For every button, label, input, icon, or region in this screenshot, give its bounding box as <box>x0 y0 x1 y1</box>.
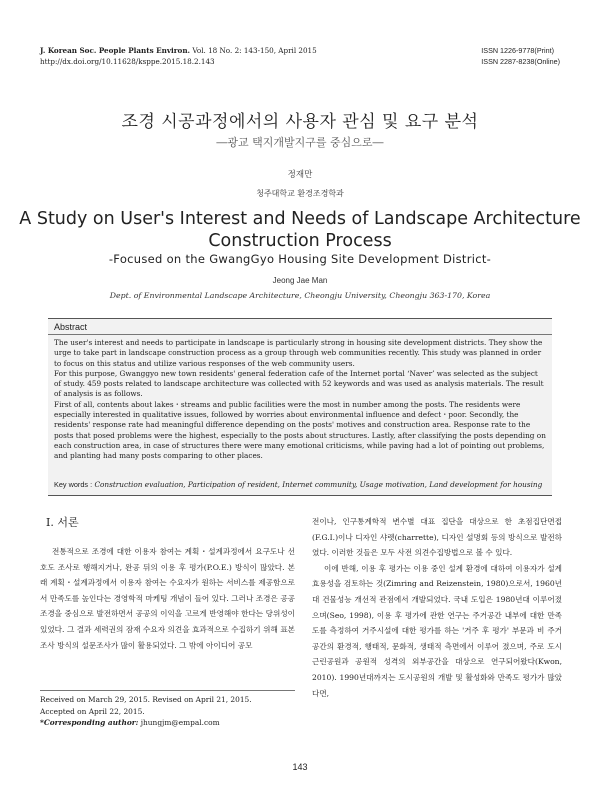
english-title-line1: A Study on User's Interest and Needs of Landscape Architecture <box>19 209 581 229</box>
body-paragraph: 전통적으로 조경에 대한 이용자 참여는 계획・설계과정에서 요구도나 선호도 조사로 행해지거나, 완공 뒤의 이용 후 평가(P.O.E.) 방식이 많았다. 본래 계획・설계과정에서 이용자 참여는 수요자가 원하는 서비스를 제공함으로서 만족도를 높인다는 경영학적 마케팅 개념이 들어 있다. 그러나 조경은 공공조경을 중심으로 발전하면서 공공의 이익을 고르게 반영해야 한다는 당위성이 있었다. 그 결과 세력권의 잠재 수요자 의견을 효과적으로 수집하기 위해 표본조사 방식의 설문조사가 많이 활용되었다. 그 밖에 아이디어 공모 <box>40 547 295 650</box>
page-number: 143 <box>292 762 308 772</box>
received-date: Received on March 29, 2015. Revised on April 21, 2015. <box>40 695 252 704</box>
abstract-body <box>54 338 546 462</box>
abstract-divider <box>48 334 552 335</box>
body-paragraph: 전이나, 인구통계학적 변수별 대표 집단을 대상으로 한 초점집단면접(F.G.I.)이나 디자인 샤렛(charrette), 디자인 설명회 등의 방식으로 발전하였다. 이러한 것들은 모두 사전 의견수집방법으로 볼 수 있다. <box>312 517 562 558</box>
section-heading-introduction: Ⅰ. 서론 <box>46 516 79 529</box>
korean-title: 조경 시공과정에서의 사용자 관심 및 요구 분석 <box>121 112 479 132</box>
keywords <box>54 480 550 489</box>
doi-link[interactable]: http://dx.doi.org/10.11628/ksppe.2015.18.2.143 <box>40 57 215 66</box>
korean-affiliation: 청주대학교 환경조경학과 <box>256 189 344 198</box>
english-title-line2: Construction Process <box>208 231 392 251</box>
issn-print: ISSN 1226-9778(Print) <box>481 46 554 55</box>
english-author: Jeong Jae Man <box>272 276 328 285</box>
abstract-paragraph: First of all, contents about lakes・streams and public facilities were the most in number among the posts. The residents were especially interested in qualitative issues, followed by worries about environmental influence and defect・poor. Secondly, the residents' response rate had meaningful difference depending on the posts' motives and construction area. Response rate to the posts that posed problems were the highest, especially to the posts about structures. Lastly, after classifying the posts depending on each construction area, in case of structures there were many emotional criticisms, while paving had a lot of pointing out problems, and planting had many posts comparing to other places. <box>54 399 546 461</box>
korean-author: 정재만 <box>287 170 313 180</box>
english-affiliation: Dept. of Environmental Landscape Architecture, Cheongju University, Cheongju 363-170, Korea <box>109 291 491 300</box>
english-title <box>0 208 600 252</box>
footnotes <box>40 694 295 729</box>
journal-citation <box>40 45 317 56</box>
body-paragraph: 이에 반해, 이용 후 평가는 이용 중인 설계 환경에 대하여 이용자가 설계 효용성을 검토하는 것(Zimring and Reizenstein, 1980)으로서, 1960년대 건물성능 개선적 관점에서 개발되었다. 국내 도입은 1980년대 이루어졌으며(Seo, 1998), 이용 후 평가에 관한 연구는 주거공간 내부에 대한 만족도를 측정하여 거주시설에 대한 평가를 하는 '거주 후 평가' 부문과 비 주거공간의 환경적, 행태적, 문화적, 생태적 측면에서 이루어 졌으며, 주로 도시 근린공원과 공원적 성격의 외부공간을 대상으로 연구되어왔다(Kwon, 2010). 1990년대까지는 도시공원의 개발 및 활성화와 만족도 평가가 많았다면, <box>312 563 562 698</box>
corresponding-email[interactable]: jhungjm@empal.com <box>140 718 220 727</box>
running-header-left <box>40 45 317 67</box>
corresponding-author <box>40 717 295 729</box>
accepted-date: Accepted on April 22, 2015. <box>40 706 145 716</box>
corresponding-label: *Corresponding author: <box>40 718 139 727</box>
abstract-heading: Abstract <box>54 322 88 332</box>
footnote-divider <box>40 690 295 691</box>
abstract-box <box>48 318 552 496</box>
body-column-left <box>40 514 295 653</box>
journal-volume: Vol. 18 No. 2: 143-150, April 2015 <box>192 46 317 55</box>
issn-online: ISSN 2287-8238(Online) <box>481 57 560 66</box>
abstract-paragraph: For this purpose, Gwanggyo new town residents' general federation cafe of the Internet portal ‘Naver’ was selected as the subject of study. 459 posts related to landscape architecture was collected with 52 keywords and was used as analysis materials. The result of analysis is as follows. <box>54 368 544 399</box>
body-column-right <box>312 514 562 701</box>
journal-name: J. Korean Soc. People Plants Environ. <box>40 46 191 55</box>
running-header-right <box>481 45 560 67</box>
abstract-paragraph: The user's interest and needs to participate in landscape is particularly strong in housing site development districts. They show the urge to take part in landscape construction process as a group through web communities recently. This study was planned in order to focus on this status and utilize various responses of the web community users. <box>54 338 543 368</box>
english-subtitle: -Focused on the GwangGyo Housing Site Development District- <box>108 252 492 266</box>
keywords-label: Key words : <box>54 480 93 489</box>
korean-subtitle: ―광교 택지개발지구를 중심으로― <box>216 136 384 149</box>
keywords-text: Construction evaluation, Participation of resident, Internet community, Usage motivation, Land development for housing <box>94 480 543 489</box>
